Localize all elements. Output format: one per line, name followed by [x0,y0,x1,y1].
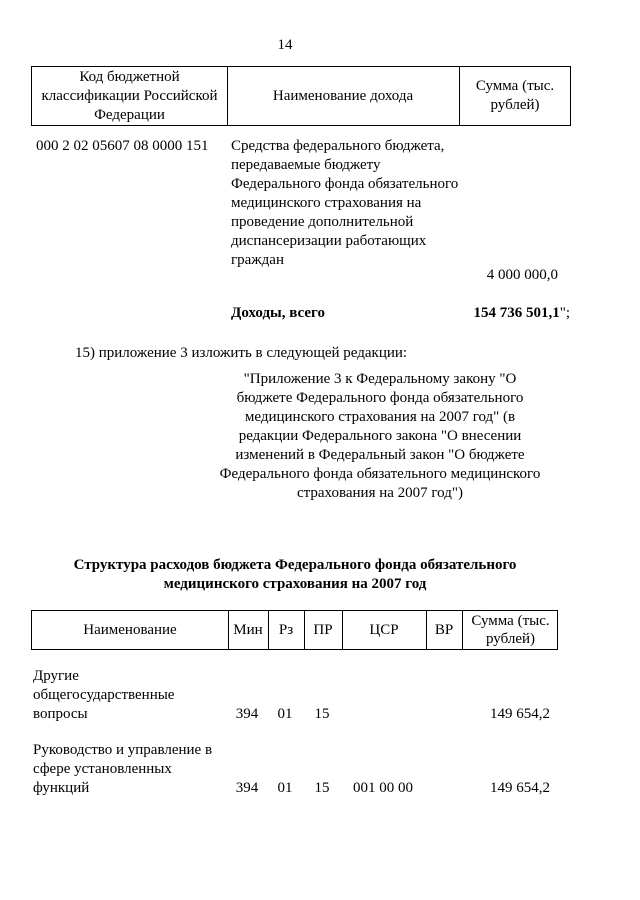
header-vr: ВР [434,621,454,638]
expense-row-min: 394 [235,706,259,722]
expense-row-sum: 149 654,2 [490,780,550,796]
header-sum: Сумма (тыс. рублей) [475,78,555,113]
structure-title: Структура расходов бюджета Федерального фонда обязательного медицинского страхования на 2007 год [73,557,517,592]
income-code: 000 2 02 05607 08 0000 151 [36,138,209,154]
income-sum: 4 000 000,0 [486,267,558,283]
expense-row-name: Другие общегосударственные вопросы [33,668,175,722]
expense-row-rz: 01 [277,706,293,722]
header-csr: ЦСР [369,621,399,638]
header-rz: Рз [278,621,294,638]
expense-row-rz: 01 [277,780,293,796]
expense-row-csr: 001 00 00 [353,780,413,796]
total-label: Доходы, всего [231,305,325,321]
header-income-name: Наименование дохода [272,87,414,104]
total-value [420,304,570,323]
header-min: Мин [233,621,263,638]
appendix-heading: "Приложение 3 к Федеральному закону "О бюджете Федерального фонда обязательного медицинского страхования на 2007 год" (в редакции Федерального закона "О внесении изменений в Федеральный закон "О бюджете Федерального фонда обязательного медицинского страхования на 2007 год") [219,371,541,501]
header-pr: ПР [313,621,333,638]
header-name: Наименование [83,621,177,638]
expense-row-pr: 15 [314,706,330,722]
header-code: Код бюджетной классификации Российской Федерации [41,68,218,123]
income-table-header [31,66,571,126]
header-sum: Сумма (тыс. рублей) [471,613,550,647]
expense-row-sum: 149 654,2 [490,706,550,722]
amendment-paragraph: 15) приложение 3 изложить в следующей редакции: [75,345,408,361]
expense-row-pr: 15 [314,780,330,796]
income-name: Средства федерального бюджета, передаваемые бюджету Федерального фонда обязательного медицинского страхования на проведение дополнительной диспансеризации работающих граждан [231,138,459,268]
expense-row-name: Руководство и управление в сфере установленных функций [33,742,213,796]
expense-table-header [31,610,558,650]
expense-row-min: 394 [235,780,259,796]
total-suffix: "; [559,305,570,321]
total-amount: 154 736 501,1 [473,305,560,321]
page-number: 14 [277,37,293,53]
